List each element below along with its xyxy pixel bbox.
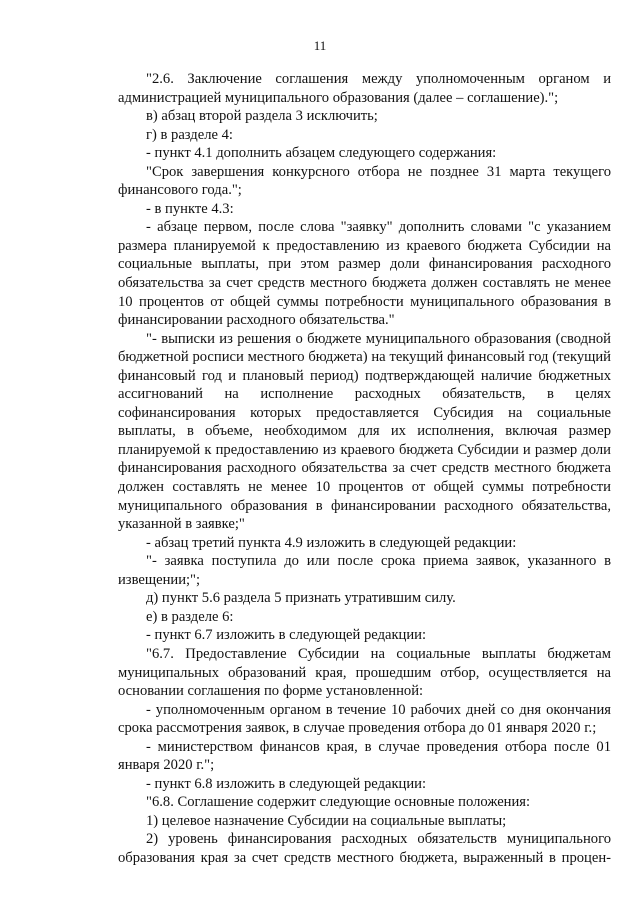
paragraph: - уполномоченным органом в течение 10 рабочих дней со дня окончания срока рассмотрения заявок, в случае проведения отбора до 01 января 2020 г.; <box>118 701 611 737</box>
paragraph: - пункт 6.8 изложить в следующей редакции: <box>146 775 427 792</box>
paragraph: - абзаце первом, после слова "заявку" дополнить словами "с указанием размера планируемой к предоставлению из краевого бюджета Субсидии на социальные выплаты, при этом размер доли финансирования расходного обязательства за счет средств местного бюджета должен составлять не менее 10 процентов от общей суммы потребности муниципального образования в финансировании расходного обязательства." <box>118 219 611 329</box>
paragraph: "2.6. Заключение соглашения между уполномоченным органом и администрацией муниципального образования (далее – соглашение)."; <box>118 71 611 106</box>
paragraph: - пункт 6.7 изложить в следующей редакции: <box>146 627 427 644</box>
paragraph: - в пункте 4.3: <box>146 200 234 217</box>
paragraph: "6.8. Соглашение содержит следующие основные положения: <box>146 794 531 811</box>
paragraph: "6.7. Предоставление Субсидии на социальные выплаты бюджетам муниципальных образований края, прошедшим отбор, осуществляется на основании соглашения по форме установленной: <box>118 645 611 700</box>
paragraph: "Срок завершения конкурсного отбора не позднее 31 марта текущего финансового года."; <box>118 163 611 199</box>
paragraph: - абзац третий пункта 4.9 изложить в следующей редакции: <box>146 534 517 551</box>
paragraph: е) в разделе 6: <box>146 608 234 625</box>
paragraph: 2) уровень финансирования расходных обязательств муниципального образования края за счет средств местного бюджета, выраженный в процен- <box>118 831 611 866</box>
paragraph: "- заявка поступила до или после срока приема заявок, указанного в извещении;"; <box>118 553 611 588</box>
document-body <box>118 70 611 868</box>
paragraph: 1) целевое назначение Субсидии на социальные выплаты; <box>146 812 507 829</box>
paragraph: в) абзац второй раздела 3 исключить; <box>146 108 378 125</box>
page-number: 11 <box>313 38 327 53</box>
paragraph: - министерством финансов края, в случае проведения отбора после 01 января 2020 г."; <box>118 738 611 774</box>
paragraph: д) пункт 5.6 раздела 5 признать утратившим силу. <box>146 590 456 607</box>
paragraph: г) в разделе 4: <box>146 126 233 143</box>
paragraph: - пункт 4.1 дополнить абзацем следующего содержания: <box>146 145 497 162</box>
paragraph: "- выписки из решения о бюджете муниципального образования (сводной бюджетной росписи местного бюджета) на текущий финансовый год (текущий финансовый год и плановый период) подтверждающей наличие бюджетных ассигнований на исполнение расходных обязательств, в целях софинансирования которых предоставляется Субсидия на социальные выплаты, в объеме, необходимом для их исполнения, включая размер планируемой к предоставлению из краевого бюджета Субсидии и размер доли финансирования расходного обязательства за счет средств местного бюджета должен составлять не менее 10 процентов от общей суммы потребности муниципального образования в финансировании расходного обязательства, указанной в заявке;" <box>118 330 611 533</box>
